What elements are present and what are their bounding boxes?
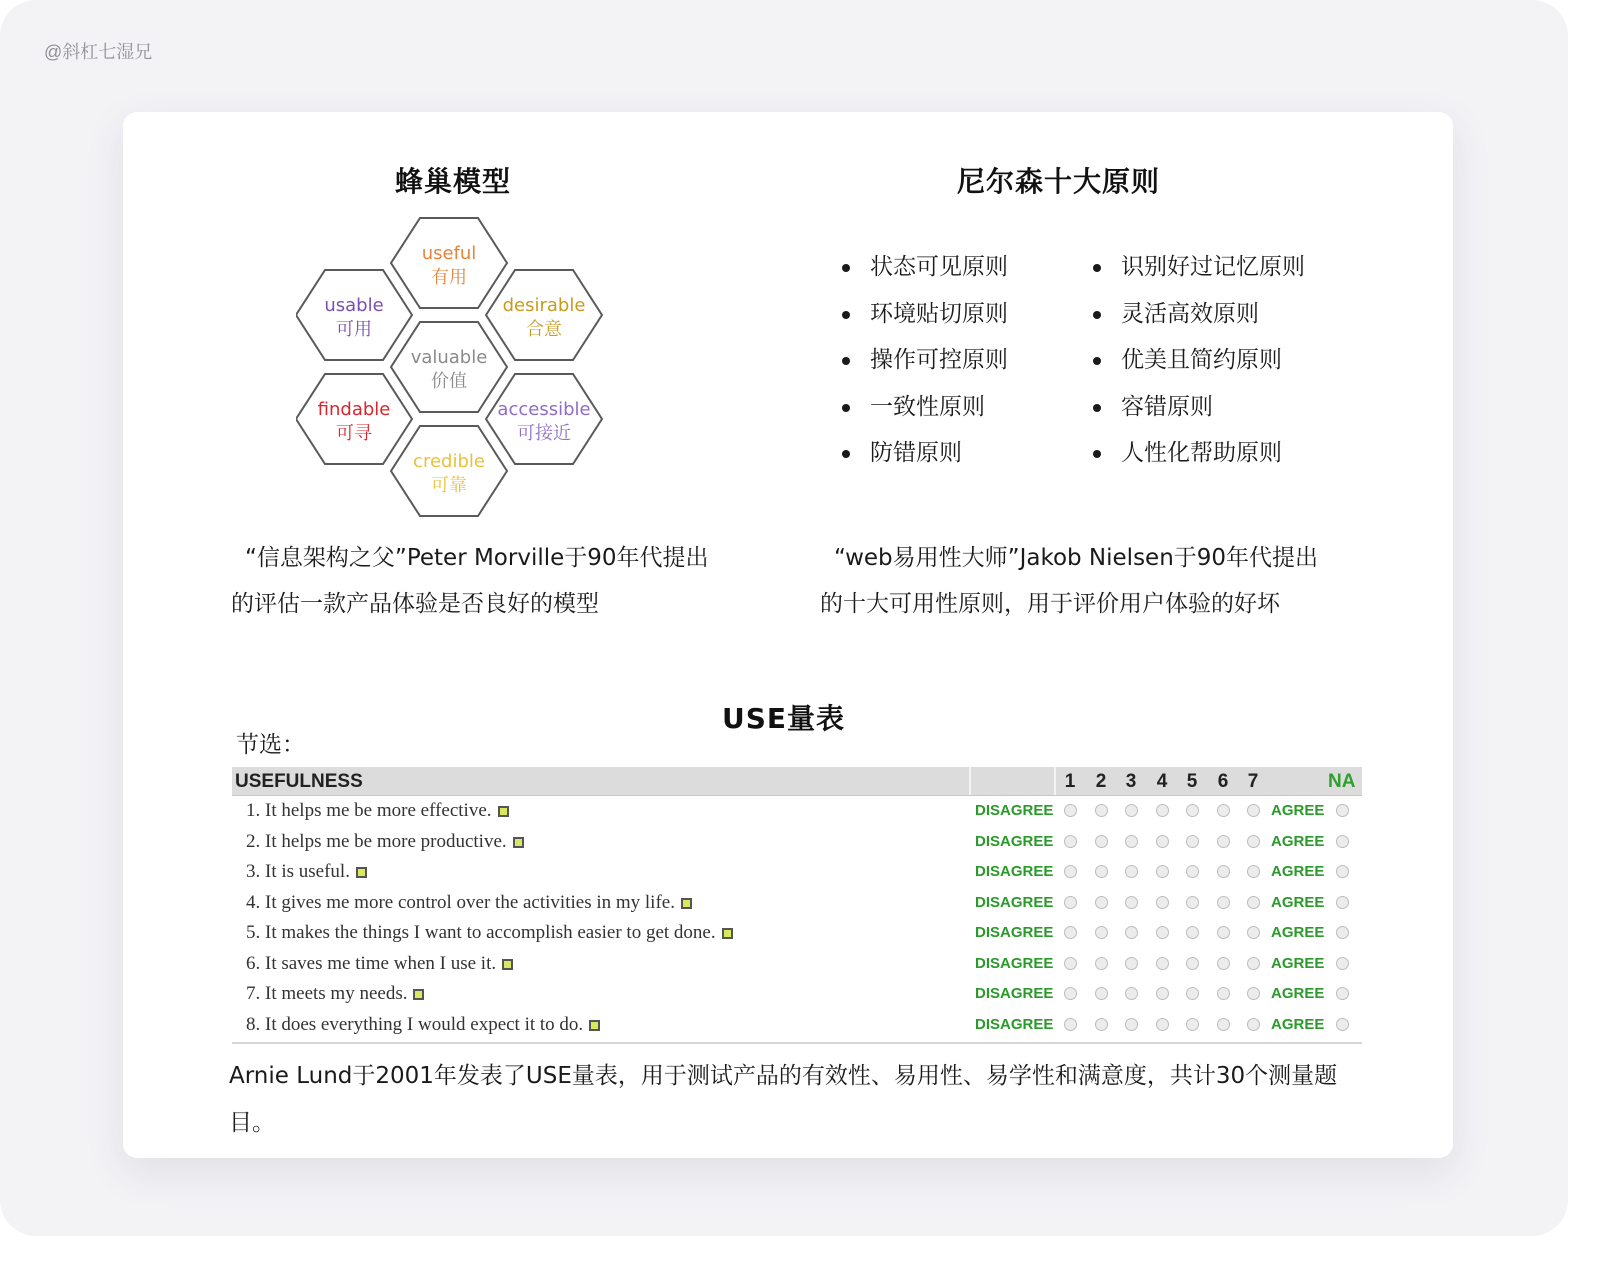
bullet-icon — [842, 311, 850, 319]
principle-item: 状态可见原则 — [842, 244, 1008, 291]
question-label: 7. It meets my needs. — [246, 983, 408, 1004]
rating-radio-2[interactable] — [1095, 865, 1108, 878]
bullet-icon — [1093, 264, 1101, 272]
excerpt-label: 节选： — [236, 732, 305, 758]
rating-radio-4[interactable] — [1156, 865, 1169, 878]
scale-number: 7 — [1247, 771, 1259, 792]
rating-radio-2[interactable] — [1095, 804, 1108, 817]
rating-radio-4[interactable] — [1156, 987, 1169, 1000]
agree-label: AGREE — [1271, 985, 1325, 1002]
comment-note-icon[interactable] — [356, 867, 367, 878]
principle-item: 识别好过记忆原则 — [1093, 244, 1305, 291]
rating-radio-1[interactable] — [1064, 1018, 1077, 1031]
comment-note-icon[interactable] — [502, 959, 513, 970]
na-radio[interactable] — [1336, 926, 1349, 939]
honeycomb-diagram — [296, 212, 606, 528]
question-text — [246, 831, 524, 853]
hex-cell-usable — [296, 270, 412, 360]
rating-radio-4[interactable] — [1156, 804, 1169, 817]
hex-cell-credible — [391, 426, 507, 516]
rating-radio-6[interactable] — [1217, 835, 1230, 848]
rating-radio-7[interactable] — [1247, 835, 1260, 848]
question-text — [246, 983, 424, 1005]
na-radio[interactable] — [1336, 804, 1349, 817]
question-label: 1. It helps me be more effective. — [246, 800, 492, 821]
comment-note-icon[interactable] — [513, 837, 524, 848]
principle-item: 容错原则 — [1093, 384, 1305, 431]
hex-cell-desirable — [486, 270, 602, 360]
hex-label-en: credible — [413, 451, 485, 472]
question-text — [246, 1014, 600, 1036]
scale-number: 1 — [1064, 771, 1076, 792]
hex-label-en: accessible — [497, 399, 591, 420]
rating-radio-1[interactable] — [1064, 835, 1077, 848]
rating-radio-3[interactable] — [1125, 957, 1138, 970]
agree-label: AGREE — [1271, 832, 1325, 850]
na-radio[interactable] — [1336, 987, 1349, 1000]
table-row — [232, 1010, 1362, 1041]
question-text — [246, 861, 367, 883]
nielsen-list-col1 — [842, 244, 1008, 477]
comment-note-icon[interactable] — [498, 806, 509, 817]
hex-label-en: usable — [324, 295, 384, 316]
rating-radio-3[interactable] — [1125, 835, 1138, 848]
table-row — [232, 857, 1362, 888]
nielsen-desc-line1: “web易用性大师”Jakob Nielsen于90年代提出 — [834, 545, 1319, 571]
disagree-label: DISAGREE — [975, 1015, 1054, 1033]
scale-number: 5 — [1186, 771, 1198, 792]
rating-radio-7[interactable] — [1247, 804, 1260, 817]
agree-label: AGREE — [1271, 924, 1325, 941]
rating-radio-7[interactable] — [1247, 987, 1260, 1000]
rating-radio-6[interactable] — [1217, 987, 1230, 1000]
question-label: 6. It saves me time when I use it. — [246, 952, 497, 974]
table-row — [232, 979, 1362, 1010]
rating-radio-4[interactable] — [1156, 835, 1169, 848]
disagree-label: DISAGREE — [975, 832, 1054, 850]
rating-radio-4[interactable] — [1156, 896, 1169, 909]
rating-radio-5[interactable] — [1186, 804, 1199, 817]
rating-radio-5[interactable] — [1186, 957, 1199, 970]
nielsen-desc-line2: 的十大可用性原则，用于评价用户体验的好坏 — [820, 591, 1280, 617]
rating-radio-5[interactable] — [1186, 926, 1199, 939]
rating-radio-6[interactable] — [1217, 804, 1230, 817]
disagree-label: DISAGREE — [975, 924, 1054, 941]
table-row — [232, 796, 1362, 827]
rating-radio-7[interactable] — [1247, 926, 1260, 939]
scale-number: 3 — [1125, 771, 1137, 792]
rating-radio-2[interactable] — [1095, 926, 1108, 939]
rating-radio-6[interactable] — [1217, 896, 1230, 909]
rating-radio-6[interactable] — [1217, 926, 1230, 939]
rating-radio-5[interactable] — [1186, 896, 1199, 909]
table-row — [232, 918, 1362, 949]
rating-radio-1[interactable] — [1064, 987, 1077, 1000]
nielsen-title: 尼尔森十大原则 — [957, 165, 1161, 198]
rating-radio-3[interactable] — [1125, 804, 1138, 817]
use-description: Arnie Lund于2001年发表了USE量表，用于测试产品的有效性、易用性、易学性和满意度，共计30个测量题目。 — [229, 1063, 1338, 1136]
watermark: @斜杠七湿兄 — [44, 42, 153, 62]
header-divider — [969, 767, 971, 795]
honeycomb-desc-line1: “信息架构之父”Peter Morville于90年代提出 — [245, 545, 709, 571]
disagree-label: DISAGREE — [975, 802, 1054, 819]
principle-item: 防错原则 — [842, 430, 1008, 477]
na-label: NA — [1328, 771, 1356, 792]
question-label: 4. It gives me more control over the activities in my life. — [246, 891, 675, 913]
section-label: USEFULNESS — [235, 771, 363, 792]
disagree-label: DISAGREE — [975, 863, 1054, 880]
table-row — [232, 949, 1362, 980]
bullet-icon — [842, 264, 850, 272]
rating-radio-1[interactable] — [1064, 896, 1077, 909]
rating-radio-3[interactable] — [1125, 926, 1138, 939]
principle-item: 灵活高效原则 — [1093, 291, 1305, 338]
rating-radio-5[interactable] — [1186, 987, 1199, 1000]
na-radio[interactable] — [1336, 957, 1349, 970]
scale-number: 2 — [1095, 771, 1107, 792]
rating-radio-7[interactable] — [1247, 957, 1260, 970]
principle-item: 一致性原则 — [842, 384, 1008, 431]
bullet-icon — [842, 357, 850, 365]
hex-label-zh: 价值 — [431, 371, 467, 392]
rating-radio-1[interactable] — [1064, 957, 1077, 970]
agree-label: AGREE — [1271, 802, 1325, 819]
bullet-icon — [842, 450, 850, 458]
hex-label-zh: 可接近 — [517, 423, 571, 444]
rating-radio-3[interactable] — [1125, 865, 1138, 878]
rating-radio-6[interactable] — [1217, 865, 1230, 878]
question-label: 2. It helps me be more productive. — [246, 830, 507, 852]
question-text — [246, 922, 733, 944]
hex-label-zh: 有用 — [431, 267, 467, 288]
principle-item: 环境贴切原则 — [842, 291, 1008, 338]
rating-radio-3[interactable] — [1125, 896, 1138, 909]
hex-label-en: valuable — [410, 347, 488, 368]
question-label: 5. It makes the things I want to accomplish easier to get done. — [246, 922, 716, 943]
hex-label-zh: 可靠 — [431, 475, 467, 496]
hex-cell-findable — [296, 374, 412, 464]
agree-label: AGREE — [1271, 954, 1325, 972]
rating-radio-4[interactable] — [1156, 926, 1169, 939]
agree-label: AGREE — [1271, 1015, 1325, 1033]
bullet-icon — [1093, 311, 1101, 319]
rating-radio-2[interactable] — [1095, 1018, 1108, 1031]
honeycomb-desc-line2: 的评估一款产品体验是否良好的模型 — [231, 591, 599, 617]
agree-label: AGREE — [1271, 863, 1325, 880]
bullet-icon — [1093, 450, 1101, 458]
disagree-label: DISAGREE — [975, 954, 1054, 972]
hex-label-en: findable — [317, 399, 391, 420]
question-rows — [232, 796, 1362, 1040]
scale-number: 6 — [1217, 771, 1229, 792]
honeycomb-svg — [296, 212, 606, 528]
bullet-icon — [1093, 357, 1101, 365]
question-text — [246, 953, 513, 975]
rating-radio-6[interactable] — [1217, 1018, 1230, 1031]
hex-cell-accessible — [486, 374, 602, 464]
hex-label-zh: 可寻 — [336, 423, 372, 444]
hex-label-en: useful — [421, 243, 477, 264]
use-title: USE量表 — [722, 702, 846, 735]
table-header — [232, 767, 1362, 796]
principle-item: 优美且简约原则 — [1093, 337, 1305, 384]
principle-item: 操作可控原则 — [842, 337, 1008, 384]
table-row — [232, 827, 1362, 858]
question-text — [246, 800, 509, 822]
question-label: 8. It does everything I would expect it to do. — [246, 1013, 584, 1035]
rating-radio-1[interactable] — [1064, 804, 1077, 817]
agree-label: AGREE — [1271, 893, 1325, 911]
rating-radio-2[interactable] — [1095, 835, 1108, 848]
na-radio[interactable] — [1336, 1018, 1349, 1031]
rating-radio-4[interactable] — [1156, 1018, 1169, 1031]
comment-note-icon[interactable] — [413, 989, 424, 1000]
rating-radio-4[interactable] — [1156, 957, 1169, 970]
table-row — [232, 888, 1362, 919]
hex-cell-valuable — [391, 322, 507, 412]
bullet-icon — [842, 404, 850, 412]
rating-radio-5[interactable] — [1186, 865, 1199, 878]
question-text — [246, 892, 692, 914]
rating-radio-3[interactable] — [1125, 1018, 1138, 1031]
rating-radio-1[interactable] — [1064, 926, 1077, 939]
rating-radio-2[interactable] — [1095, 987, 1108, 1000]
disagree-label: DISAGREE — [975, 985, 1054, 1002]
rating-radio-7[interactable] — [1247, 896, 1260, 909]
principle-item: 人性化帮助原则 — [1093, 430, 1305, 477]
comment-note-icon[interactable] — [589, 1020, 600, 1031]
rating-radio-6[interactable] — [1217, 957, 1230, 970]
scale-number: 4 — [1156, 771, 1168, 792]
hex-label-zh: 合意 — [526, 319, 562, 340]
na-radio[interactable] — [1336, 896, 1349, 909]
rating-radio-5[interactable] — [1186, 1018, 1199, 1031]
hex-label-en: desirable — [502, 295, 586, 316]
na-radio[interactable] — [1336, 835, 1349, 848]
bullet-icon — [1093, 404, 1101, 412]
na-radio[interactable] — [1336, 865, 1349, 878]
hex-label-zh: 可用 — [336, 319, 372, 340]
honeycomb-title: 蜂巢模型 — [395, 165, 512, 198]
rating-radio-7[interactable] — [1247, 865, 1260, 878]
rating-radio-2[interactable] — [1095, 957, 1108, 970]
table-bottom-rule — [232, 1042, 1362, 1044]
comment-note-icon[interactable] — [681, 898, 692, 909]
rating-radio-3[interactable] — [1125, 987, 1138, 1000]
question-label: 3. It is useful. — [246, 861, 350, 882]
nielsen-list-col2 — [1093, 244, 1305, 477]
comment-note-icon[interactable] — [722, 928, 733, 939]
rating-radio-2[interactable] — [1095, 896, 1108, 909]
use-questionnaire-table — [232, 767, 1362, 1044]
rating-radio-1[interactable] — [1064, 865, 1077, 878]
rating-radio-5[interactable] — [1186, 835, 1199, 848]
disagree-label: DISAGREE — [975, 893, 1054, 911]
rating-radio-7[interactable] — [1247, 1018, 1260, 1031]
hex-cell-useful — [391, 218, 507, 308]
